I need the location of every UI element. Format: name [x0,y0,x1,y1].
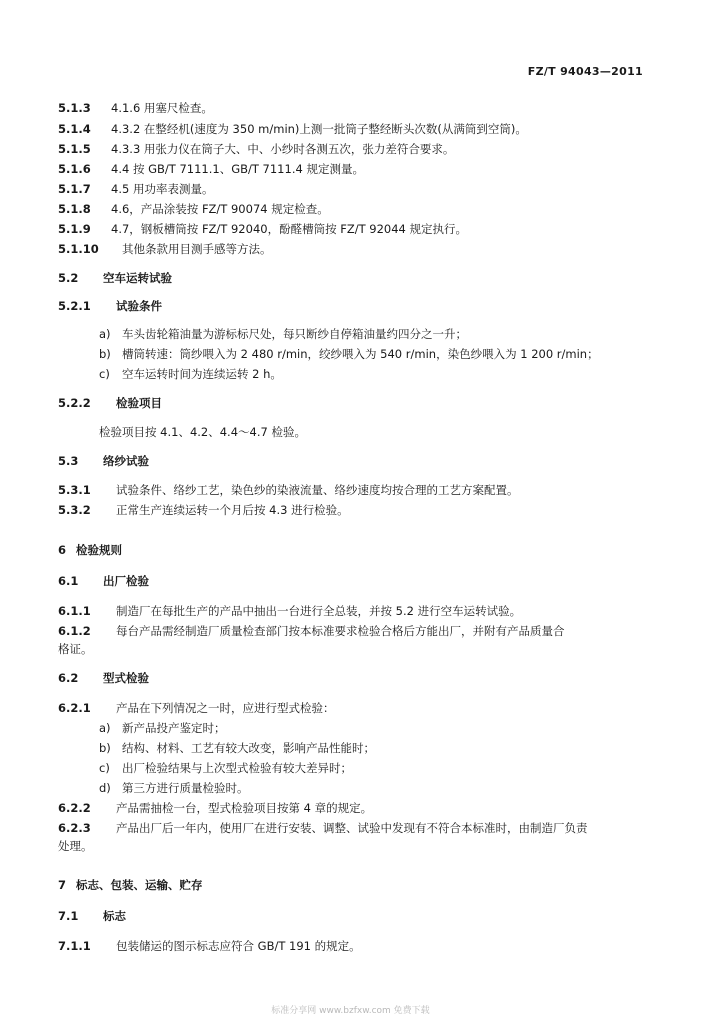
watermark-footer: 标准分享网 www.bzfxw.com 免费下载 [271,1006,430,1016]
standard-number: FZ/T 94043—2011 [527,65,643,78]
